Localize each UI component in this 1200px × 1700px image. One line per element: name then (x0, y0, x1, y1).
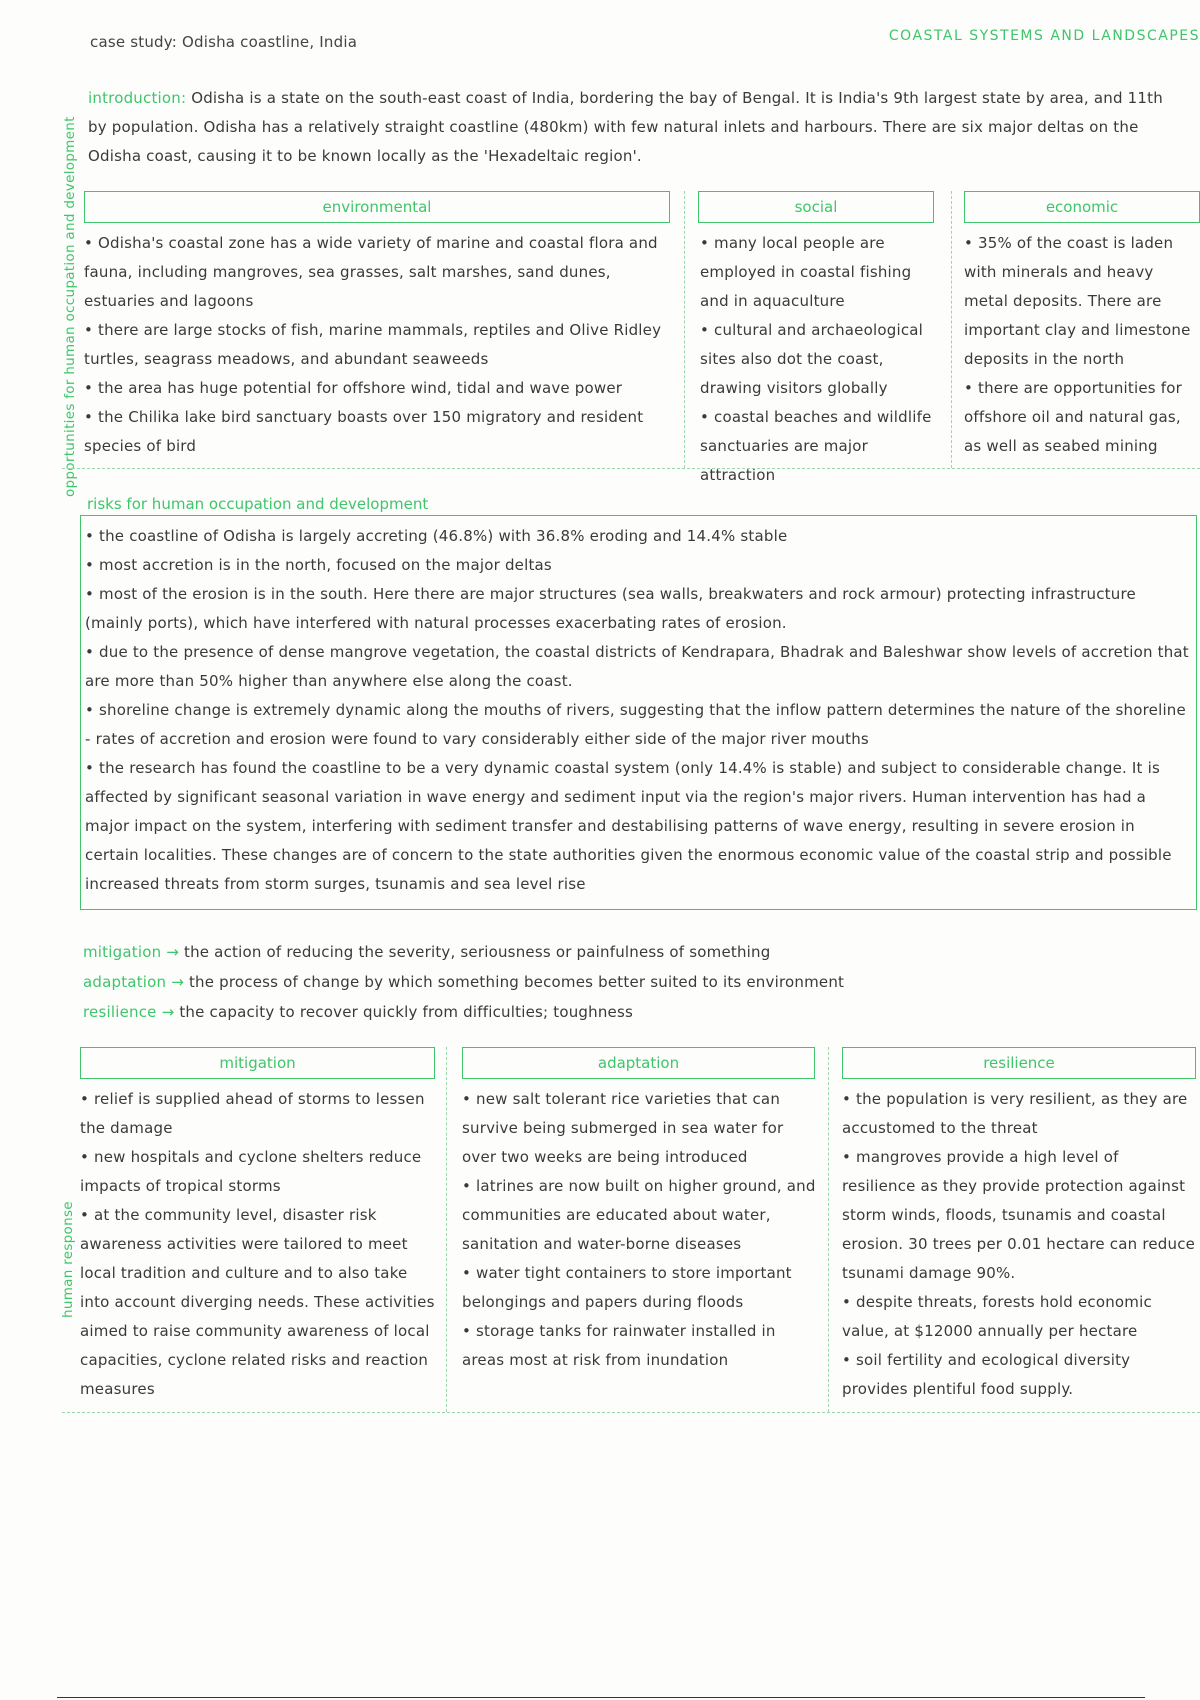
definition-text: the capacity to recover quickly from difficulties; toughness (179, 1003, 633, 1021)
risk-point: • due to the presence of dense mangrove vegetation, the coastal districts of Kendrapara, Bhadrak and Baleshwar show levels of accretion that are more than 50% higher than anywhere else along the coast. (85, 643, 1189, 690)
topic-title: COASTAL SYSTEMS AND LANDSCAPES (888, 28, 1200, 44)
arrow-icon: → (171, 973, 184, 991)
adaptation-point: • storage tanks for rainwater installed in areas most at risk from inundation (462, 1322, 776, 1369)
environmental-point: • Odisha's coastal zone has a wide variety of marine and coastal flora and fauna, including mangroves, sea grasses, salt marshes, sand dunes, estuaries and lagoons (84, 234, 658, 310)
social-column (700, 229, 940, 490)
mitigation-heading: mitigation (80, 1047, 435, 1079)
divider (446, 1047, 447, 1412)
resilience-heading: resilience (842, 1047, 1196, 1079)
adaptation-heading: adaptation (462, 1047, 815, 1079)
definition-text: the action of reducing the severity, seriousness or painfulness of something (184, 943, 771, 961)
risks-title: risks for human occupation and development (87, 495, 429, 513)
resilience-point: • mangroves provide a high level of resilience as they provide protection against storm winds, floods, tsunamis and coastal erosion. 30 trees per 0.01 hectare can reduce tsunami damage 90%. (842, 1148, 1196, 1282)
divider (828, 1047, 829, 1412)
resilience-point: • soil fertility and ecological diversity provides plentiful food supply. (842, 1351, 1131, 1398)
definition-term: resilience (83, 1003, 157, 1021)
case-study-title: case study: Odisha coastline, India (90, 33, 358, 51)
adaptation-point: • new salt tolerant rice varieties that can survive being submerged in sea water for over two weeks are being introduced (462, 1090, 784, 1166)
introduction-text: Odisha is a state on the south-east coast of India, bordering the bay of Bengal. It is India's 9th largest state by area, and 11th by population. Odisha has a relatively straight coastline (480km) with few natural inlets and harbours. There are six major deltas on the Odisha coast, causing it to be known locally as the 'Hexadeltaic region'. (88, 89, 1163, 165)
bottom-rule (57, 1697, 1145, 1698)
definition-text: the process of change by which something becomes better suited to its environment (188, 973, 845, 991)
mitigation-point: • relief is supplied ahead of storms to lessen the damage (80, 1090, 425, 1137)
definition-term: adaptation (83, 973, 167, 991)
opportunities-side-label: opportunities for human occupation and development (62, 116, 78, 497)
divider (684, 191, 685, 468)
divider (62, 1412, 1200, 1413)
environmental-point: • the area has huge potential for offshore wind, tidal and wave power (84, 379, 623, 397)
mitigation-column (80, 1085, 435, 1404)
social-heading: social (698, 191, 934, 223)
social-point: • cultural and archaeological sites also dot the coast, drawing visitors globally (700, 321, 924, 397)
introduction (88, 84, 1178, 171)
risk-point: • the research has found the coastline to be a very dynamic coastal system (only 14.4% is stable) and subject to considerable change. It is affected by significant seasonal variation in wave energy and sediment input via the region's major rivers. Human intervention has had a major impact on the system, interfering with sediment transfer and destabilising patterns of wave energy, resulting in severe erosion in certain localities. These changes are of concern to the state authorities given the enormous economic value of the coastal strip and possible increased threats from storm surges, tsunamis and sea level rise (85, 759, 1172, 893)
risk-point: • most accretion is in the north, focused on the major deltas (85, 556, 552, 574)
risk-point: • the coastline of Odisha is largely accreting (46.8%) with 36.8% eroding and 14.4% stable (85, 527, 788, 545)
environmental-heading: environmental (84, 191, 670, 223)
divider (951, 191, 952, 468)
social-point: • many local people are employed in coastal fishing and in aquaculture (700, 234, 912, 310)
mitigation-point: • at the community level, disaster risk awareness activities were tailored to meet local tradition and culture and to also take into account diverging needs. These activities aimed to raise community awareness of local capacities, cyclone related risks and reaction measures (80, 1206, 435, 1398)
divider (62, 468, 1200, 469)
environmental-point: • there are large stocks of fish, marine mammals, reptiles and Olive Ridley turtles, seagrass meadows, and abundant seaweeds (84, 321, 662, 368)
resilience-column (842, 1085, 1197, 1404)
risk-point: • shoreline change is extremely dynamic along the mouths of rivers, suggesting that the inflow pattern determines the nature of the shoreline - rates of accretion and erosion were found to vary considerably either side of the major river mouths (85, 701, 1186, 748)
economic-point: • 35% of the coast is laden with minerals and heavy metal deposits. There are important clay and limestone deposits in the north (964, 234, 1191, 368)
economic-point: • there are opportunities for offshore oil and natural gas, as well as seabed mining (964, 379, 1183, 455)
environmental-column (84, 229, 674, 461)
mitigation-point: • new hospitals and cyclone shelters reduce impacts of tropical storms (80, 1148, 422, 1195)
resilience-point: • the population is very resilient, as they are accustomed to the threat (842, 1090, 1188, 1137)
arrow-icon: → (161, 1003, 175, 1021)
risks-box (80, 515, 1197, 910)
economic-heading: economic (964, 191, 1200, 223)
social-point: • coastal beaches and wildlife sanctuaries are major attraction (700, 408, 932, 484)
resilience-point: • despite threats, forests hold economic value, at $12000 annually per hectare (842, 1293, 1152, 1340)
human-response-side-label: human response (60, 1201, 76, 1318)
adaptation-point: • latrines are now built on higher ground, and communities are educated about water, sanitation and water-borne diseases (462, 1177, 816, 1253)
arrow-icon: → (166, 943, 180, 961)
introduction-label: introduction: (88, 89, 187, 107)
definition-mitigation (83, 938, 1083, 967)
adaptation-column (462, 1085, 817, 1375)
environmental-point: • the Chilika lake bird sanctuary boasts over 150 migratory and resident species of bird (84, 408, 644, 455)
risk-point: • most of the erosion is in the south. Here there are major structures (sea walls, breakwaters and rock armour) protecting infrastructure (mainly ports), which have interfered with natural processes exacerbating rates of erosion. (85, 585, 1136, 632)
definition-adaptation (83, 968, 1083, 997)
economic-column (964, 229, 1198, 461)
definition-term: mitigation (83, 943, 162, 961)
definition-resilience (83, 998, 1083, 1027)
adaptation-point: • water tight containers to store important belongings and papers during floods (462, 1264, 792, 1311)
